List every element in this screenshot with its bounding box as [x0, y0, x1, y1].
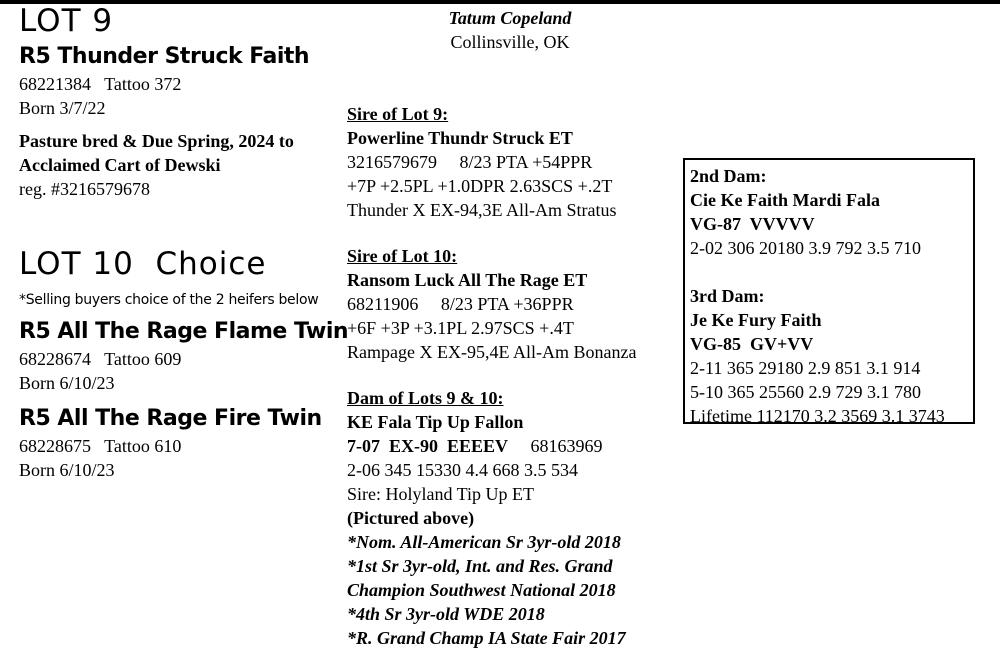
- lot9-heading: LOT 9: [19, 3, 114, 39]
- dam3-record-1: 2-11 365 29180 2.9 851 3.1 914: [690, 358, 921, 378]
- owner-location: Collinsville, OK: [450, 32, 570, 52]
- left-column: [19, 3, 349, 482]
- sire9-line2: +7P +2.5PL +1.0DPR 2.63SCS +.2T: [347, 176, 613, 196]
- dam3-record-2: 5-10 365 25560 2.9 729 3.1 780: [690, 382, 921, 402]
- dam3-label: 3rd Dam:: [690, 286, 765, 306]
- dam-honor-4: *4th Sr 3yr-old WDE 2018: [347, 604, 545, 624]
- dam-name: KE Fala Tip Up Fallon: [347, 412, 524, 432]
- dam3-score: VG-85 GV+VV: [690, 334, 814, 354]
- sire10-line1: 68211906 8/23 PTA +36PPR: [347, 294, 574, 314]
- owner-block: [400, 6, 620, 54]
- dam2-score: VG-87 VVVVV: [690, 214, 815, 234]
- sire9-name: Powerline Thundr Struck ET: [347, 128, 573, 148]
- dam2-record: 2-02 306 20180 3.9 792 3.5 710: [690, 238, 921, 258]
- pedigree-dams-box: [683, 158, 975, 424]
- sire10-name: Ransom Luck All The Rage ET: [347, 270, 588, 290]
- dam-honor-3: Champion Southwest National 2018: [347, 580, 616, 600]
- lot10-heifer2-born: Born 6/10/23: [19, 460, 115, 480]
- dam-score: 7-07 EX-90 EEEEV: [347, 436, 509, 456]
- lot10-heifer1-name: R5 All The Rage Flame Twin: [19, 319, 349, 344]
- dam-sire: Sire: Holyland Tip Up ET: [347, 484, 535, 504]
- dam-reg: 68163969: [530, 436, 603, 456]
- owner-name: Tatum Copeland: [448, 8, 572, 28]
- lot10-heifer2-name: R5 All The Rage Fire Twin: [19, 406, 322, 431]
- lot9-reg-tattoo: 68221384 Tattoo 372: [19, 74, 182, 94]
- dam2-label: 2nd Dam:: [690, 166, 767, 186]
- middle-column: [347, 102, 677, 650]
- sire10-line2: +6F +3P +3.1PL 2.97SCS +.4T: [347, 318, 574, 338]
- dam-honor-1: *Nom. All-American Sr 3yr-old 2018: [347, 532, 621, 552]
- sire9-line1: 3216579679 8/23 PTA +54PPR: [347, 152, 593, 172]
- dam-record: 2-06 345 15330 4.4 668 3.5 534: [347, 460, 578, 480]
- sire9-line3: Thunder X EX-94,3E All-Am Stratus: [347, 200, 617, 220]
- dam-label: Dam of Lots 9 & 10:: [347, 388, 504, 408]
- dam3-record-3: Lifetime 112170 3.2 3569 3.1 3743: [690, 406, 945, 426]
- lot9-name: R5 Thunder Struck Faith: [19, 44, 310, 69]
- dam2-name: Cie Ke Faith Mardi Fala: [690, 190, 880, 210]
- dam-honor-5: *R. Grand Champ IA State Fair 2017: [347, 628, 626, 648]
- lot10-note: *Selling buyers choice of the 2 heifers below: [19, 292, 319, 308]
- lot9-born: Born 3/7/22: [19, 98, 106, 118]
- dam-honor-2: *1st Sr 3yr-old, Int. and Res. Grand: [347, 556, 613, 576]
- dam-score-row: [347, 434, 677, 458]
- sire10-label: Sire of Lot 10:: [347, 246, 458, 266]
- lot9-bred-line1: Pasture bred & Due Spring, 2024 to: [19, 131, 294, 151]
- sire10-line3: Rampage X EX-95,4E All-Am Bonanza: [347, 342, 637, 362]
- sire9-label: Sire of Lot 9:: [347, 104, 449, 124]
- lot9-bred-reg: reg. #3216579678: [19, 179, 150, 199]
- dam-pictured: (Pictured above): [347, 508, 475, 528]
- lot10-heading: LOT 10 Choice: [19, 246, 267, 282]
- lot10-heifer1-born: Born 6/10/23: [19, 373, 115, 393]
- dam3-name: Je Ke Fury Faith: [690, 310, 822, 330]
- lot9-bred-line2: Acclaimed Cart of Dewski: [19, 155, 221, 175]
- lot10-heifer1-reg-tattoo: 68228674 Tattoo 609: [19, 349, 182, 369]
- lot10-heifer2-reg-tattoo: 68228675 Tattoo 610: [19, 436, 182, 456]
